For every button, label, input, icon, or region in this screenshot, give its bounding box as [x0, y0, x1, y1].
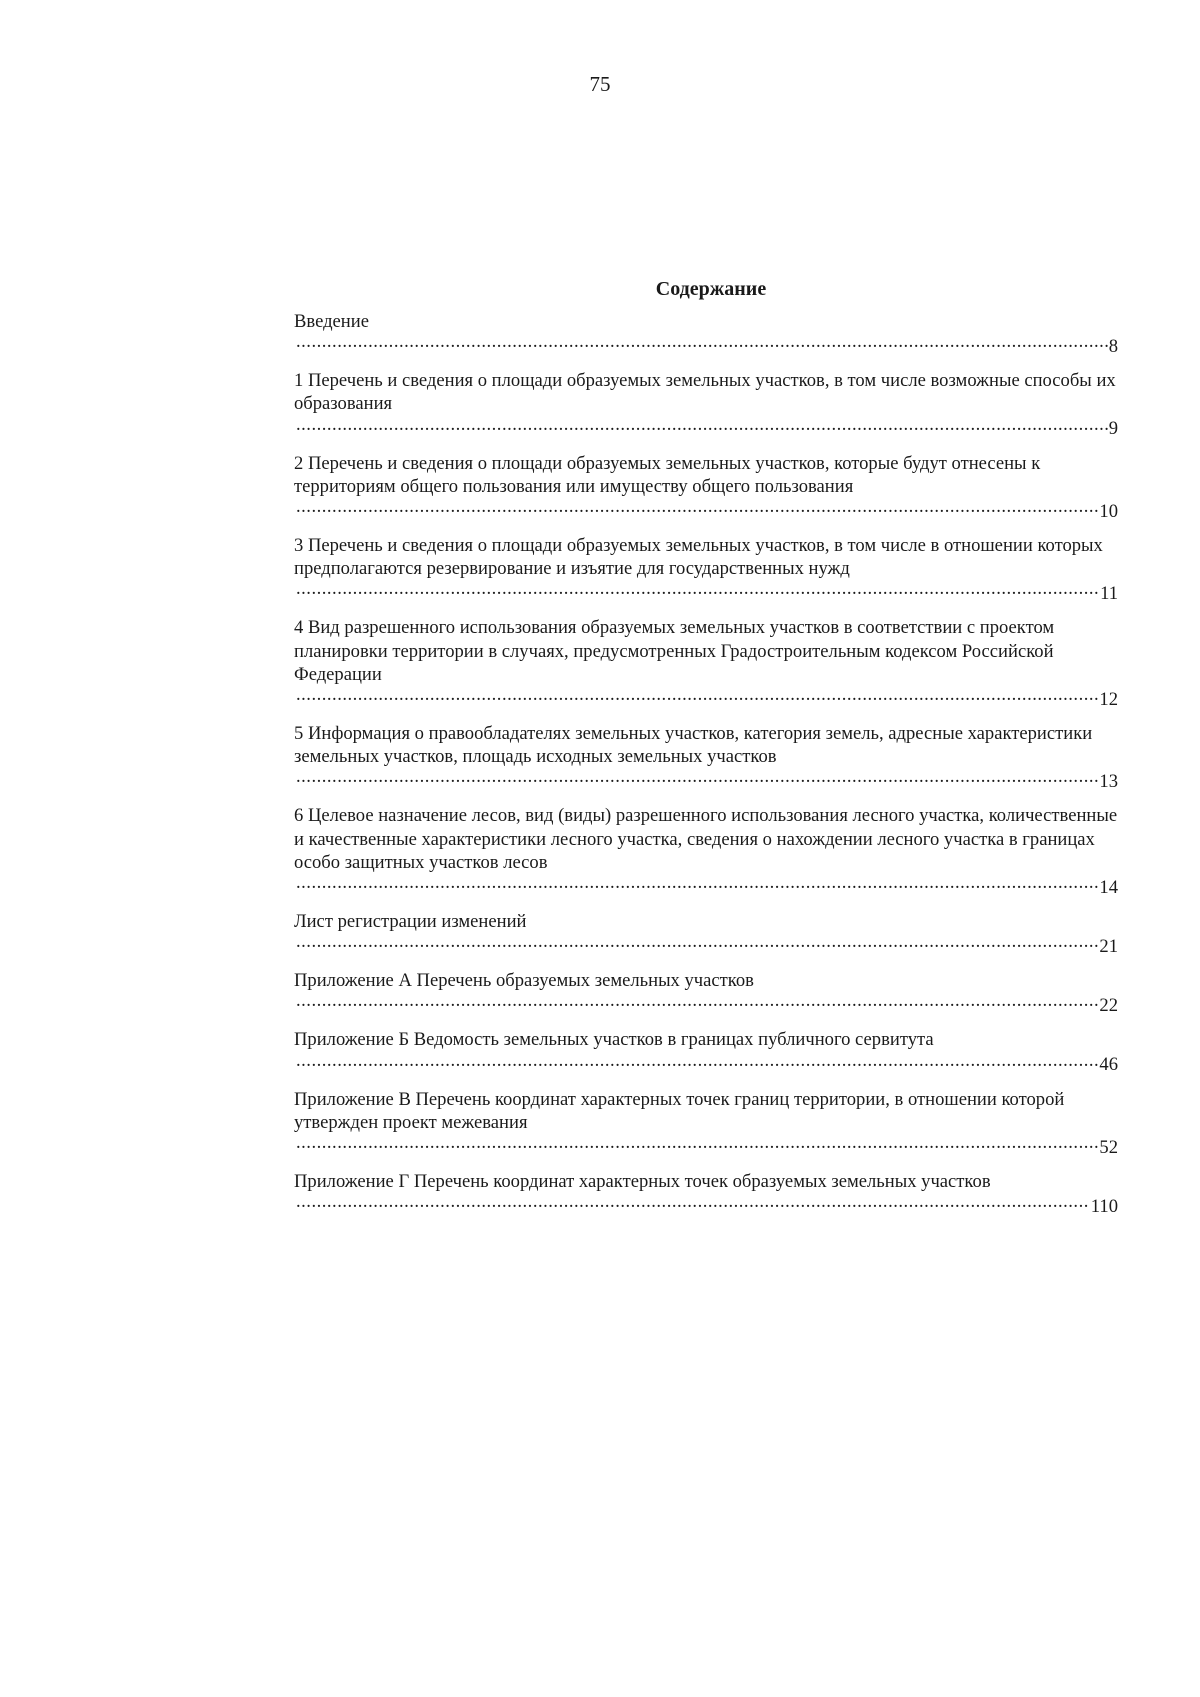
toc-entry-appendix-g[interactable] — [294, 1170, 1118, 1218]
toc-entry-page: 14 — [1099, 876, 1118, 898]
dot-leader — [296, 874, 1118, 893]
toc-entry-page: 9 — [1108, 418, 1118, 440]
toc-entry-section-2[interactable] — [294, 452, 1118, 523]
toc-entry-page: 10 — [1099, 500, 1118, 522]
toc-entry-section-1[interactable] — [294, 369, 1118, 440]
toc-entry-page: 52 — [1099, 1136, 1118, 1158]
toc-entry-text: 6 Целевое назначение лесов, вид (виды) разрешенного использования лесного участка, количественные и качественные характеристики лесного участка, сведения о нахождении лесного участка в границах особо защитных участков лесов — [294, 805, 1118, 873]
toc-entry-page: 12 — [1099, 688, 1118, 710]
dot-leader — [296, 1134, 1118, 1153]
dot-leader — [296, 933, 1118, 952]
dot-leader — [296, 768, 1118, 787]
toc-entry-page: 13 — [1099, 770, 1118, 792]
page-number: 75 — [589, 72, 611, 96]
dot-leader — [296, 992, 1118, 1011]
dot-leader — [296, 686, 1118, 705]
toc-list — [294, 310, 1118, 1218]
toc-entry-appendix-a[interactable] — [294, 969, 1118, 1017]
toc-entry-introduction[interactable] — [294, 310, 1118, 358]
toc-entry-text: Приложение Б Ведомость земельных участков в границах публичного сервитута — [294, 1029, 934, 1051]
toc-entry-text: Приложение В Перечень координат характерных точек границ территории, в отношении которой утвержден проект межевания — [294, 1088, 1065, 1133]
toc-entry-text: Лист регистрации изменений — [294, 910, 527, 932]
dot-leader — [296, 580, 1118, 599]
toc-entry-text: 2 Перечень и сведения о площади образуемых земельных участков, которые будут отнесены к территориям общего пользования или имуществу общего пользования — [294, 452, 1041, 497]
dot-leader — [296, 416, 1118, 435]
toc-title: Содержание — [655, 278, 767, 300]
toc-entry-page: 110 — [1090, 1195, 1118, 1217]
toc-entry-text: Приложение Г Перечень координат характерных точек образуемых земельных участков — [294, 1170, 991, 1192]
toc-entry-text: 4 Вид разрешенного использования образуемых земельных участков в соответствии с проектом планировки территории в случаях, предусмотренных Градостроительным кодексом Российской Федерации — [294, 617, 1055, 685]
toc-entry-section-6[interactable] — [294, 804, 1118, 898]
toc-entry-appendix-b[interactable] — [294, 1028, 1118, 1076]
toc-entry-section-5[interactable] — [294, 722, 1118, 793]
table-of-contents — [294, 278, 1118, 1229]
toc-entry-page: 8 — [1108, 335, 1118, 357]
dot-leader — [296, 1052, 1118, 1071]
toc-entry-page: 11 — [1100, 582, 1118, 604]
toc-entry-page: 46 — [1099, 1054, 1118, 1076]
toc-entry-text: Введение — [294, 311, 369, 332]
toc-entry-section-3[interactable] — [294, 534, 1118, 605]
dot-leader — [296, 1193, 1118, 1212]
toc-entry-change-log[interactable] — [294, 910, 1118, 958]
dot-leader — [296, 498, 1118, 517]
toc-entry-text: 5 Информация о правообладателях земельных участков, категория земель, адресные характеристики земельных участков, площадь исходных земельных участков — [294, 722, 1093, 768]
toc-entry-section-4[interactable] — [294, 616, 1118, 710]
toc-entry-page: 22 — [1099, 994, 1118, 1016]
toc-entry-text: Приложение А Перечень образуемых земельных участков — [294, 970, 754, 992]
toc-entry-text: 3 Перечень и сведения о площади образуемых земельных участков, в том числе в отношении которых предполагаются резервирование и изъятие для государственных нужд — [294, 534, 1103, 580]
toc-entry-appendix-v[interactable] — [294, 1088, 1118, 1159]
toc-entry-page: 21 — [1099, 935, 1118, 957]
dot-leader — [296, 333, 1118, 352]
toc-entry-text: 1 Перечень и сведения о площади образуемых земельных участков, в том числе возможные способы их образования — [294, 370, 1116, 415]
